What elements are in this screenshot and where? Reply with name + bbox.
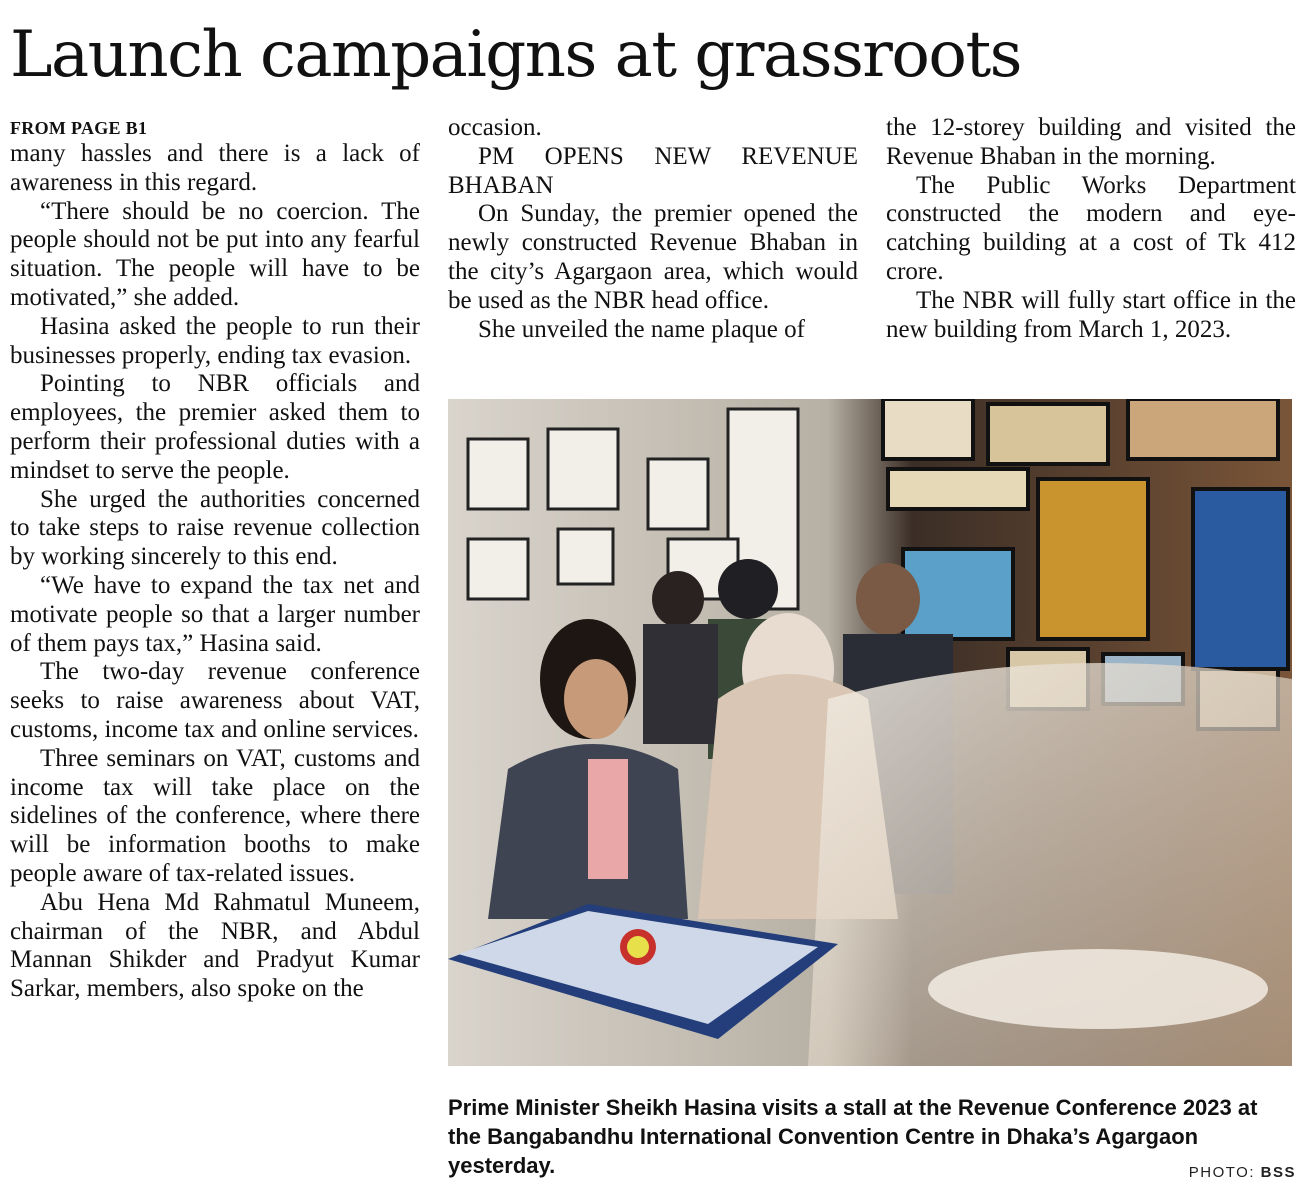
photo-credit bbox=[1189, 1164, 1296, 1181]
paragraph: occasion. bbox=[448, 114, 542, 141]
paragraph: On Sunday, the premier opened the newly constructed Revenue Bhaban in the city’s Agargaon area, which would be used as the NBR head office. bbox=[448, 200, 858, 314]
article-column-3 bbox=[886, 114, 1296, 344]
paragraph: The Public Works Department constructed the modern and eye-catching building at a cost of Tk 412 crore. bbox=[886, 171, 1296, 285]
jump-line: FROM PAGE B1 bbox=[10, 118, 148, 138]
photo-credit-source: BSS bbox=[1260, 1164, 1296, 1181]
paragraph: “There should be no coercion. The people should not be put into any fearful situation. The people will have to be motivated,” she added. bbox=[10, 197, 420, 311]
photo-caption: Prime Minister Sheikh Hasina visits a stall at the Revenue Conference 2023 at the Bangabandhu International Convention Centre in Dhaka’s Agargaon yesterday. bbox=[448, 1095, 1258, 1178]
paragraph: The NBR will fully start office in the new building from March 1, 2023. bbox=[886, 286, 1296, 343]
paragraph: Abu Hena Md Rahmatul Muneem, chairman of the NBR, and Abdul Mannan Shikder and Pradyut Kumar Sarkar, members, also spoke on the bbox=[10, 888, 420, 1003]
photo-credit-label: PHOTO: bbox=[1188, 1164, 1261, 1181]
headline: Launch campaigns at grassroots bbox=[10, 18, 1021, 92]
paragraph: many hassles and there is a lack of awareness in this regard. bbox=[10, 140, 420, 196]
news-photo bbox=[448, 399, 1292, 1066]
paragraph: Three seminars on VAT, customs and income tax will take place on the sidelines of the conference, where there will be information booths to make people aware of tax-related issues. bbox=[10, 744, 420, 887]
paragraph: Hasina asked the people to run their businesses properly, ending tax evasion. bbox=[10, 312, 420, 369]
article-column-1 bbox=[10, 116, 420, 1004]
subheading: PM OPENS NEW REVENUE BHABAN bbox=[448, 142, 858, 199]
article-column-2 bbox=[448, 114, 858, 344]
paragraph: “We have to expand the tax net and motivate people so that a larger number of them pays tax,” Hasina said. bbox=[10, 571, 420, 657]
paragraph: She unveiled the name plaque of bbox=[478, 315, 805, 343]
paragraph: She urged the authorities concerned to take steps to raise revenue collection by working sincerely to this end. bbox=[10, 485, 420, 571]
paragraph: Pointing to NBR officials and employees, the premier asked them to perform their professional duties with a mindset to serve the people. bbox=[10, 370, 420, 484]
paragraph: The two-day revenue conference seeks to raise awareness about VAT, customs, income tax and online services. bbox=[10, 658, 420, 743]
photo-illustration bbox=[448, 399, 1292, 1066]
paragraph: the 12-storey building and visited the Revenue Bhaban in the morning. bbox=[886, 114, 1296, 170]
